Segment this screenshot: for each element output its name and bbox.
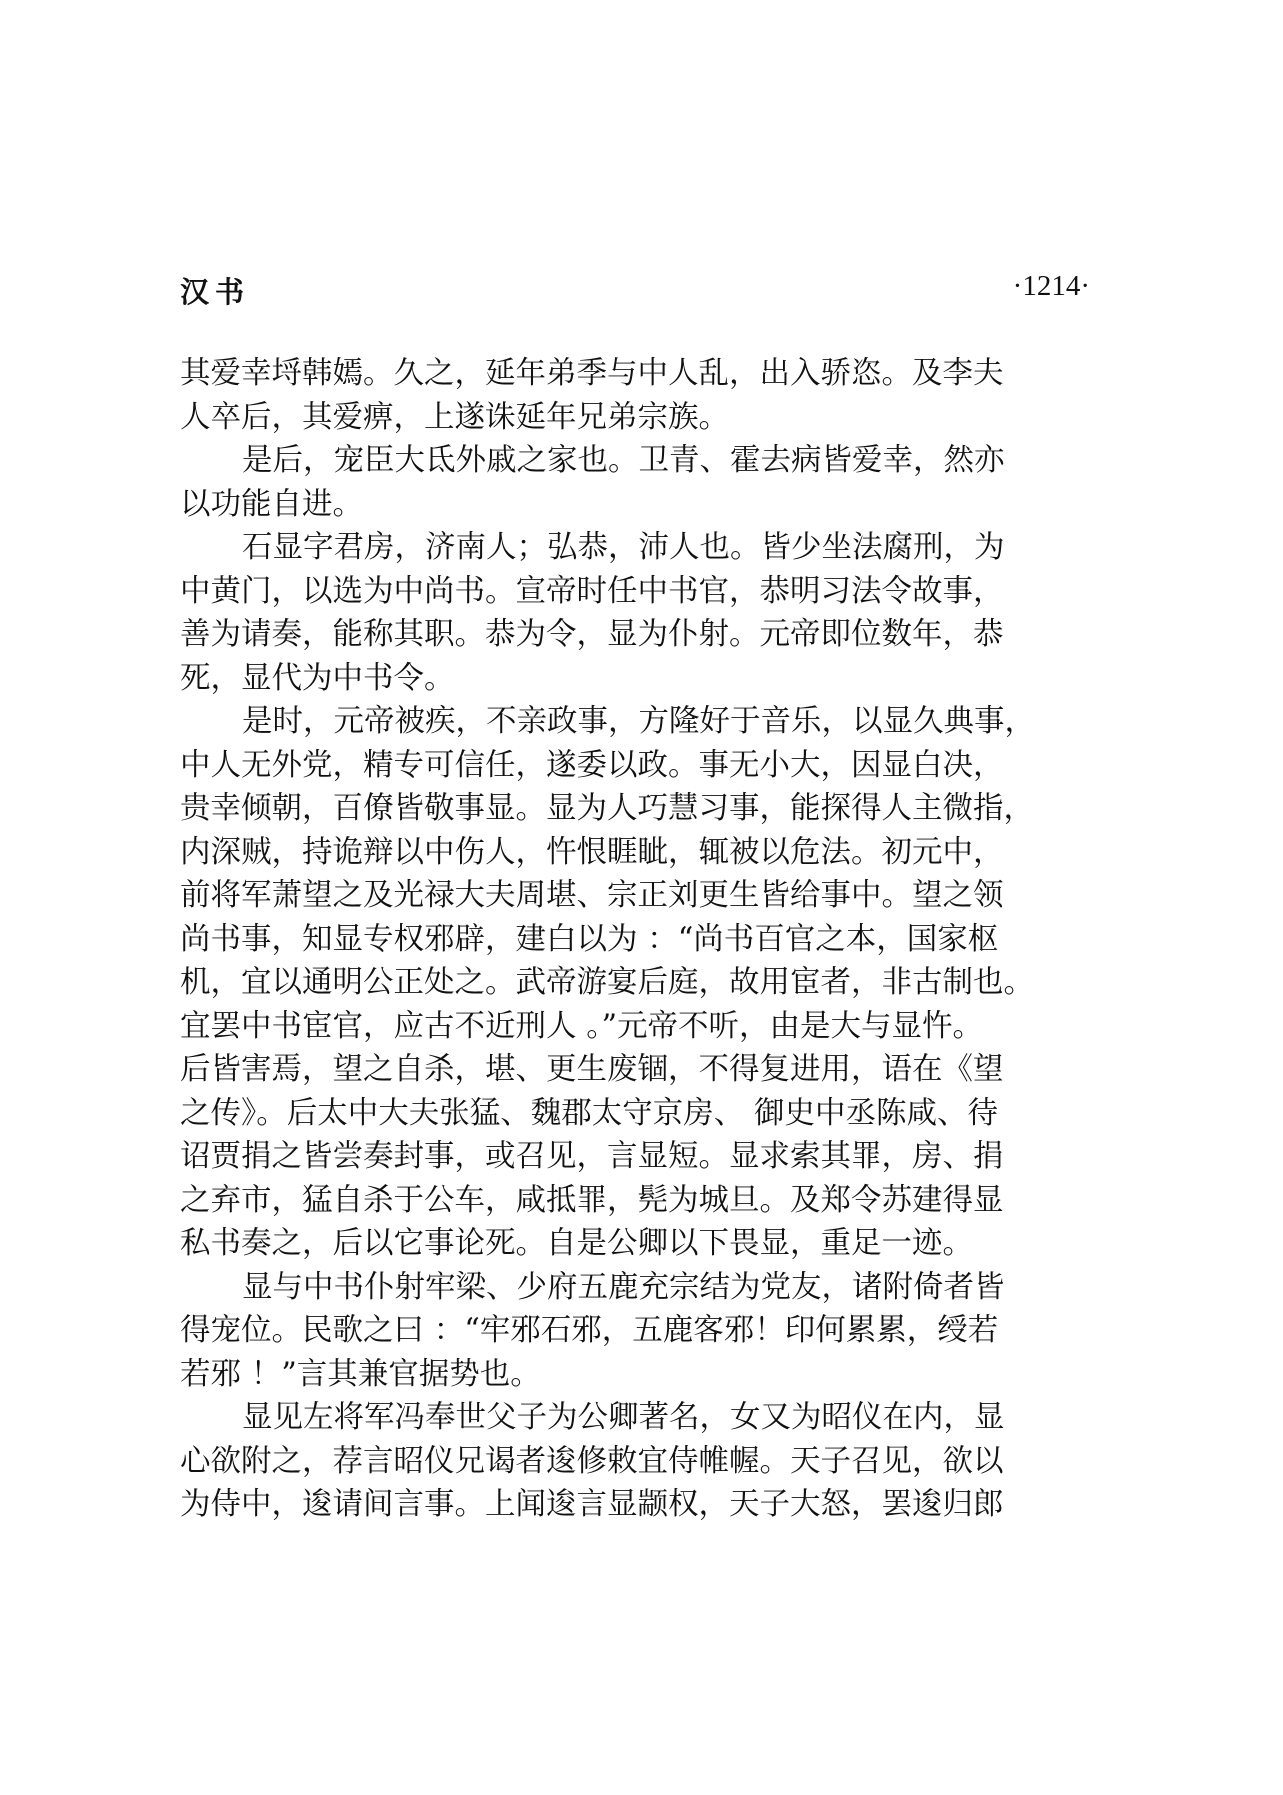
text-line: 尚书事，知显专权邪辟，建白以为 ：“尚书百官之本，国家枢 <box>180 921 999 957</box>
text-line: 是后，宠臣大氐外戚之家也。卫青、霍去病皆爱幸，然亦 <box>242 443 1005 478</box>
text-line: 得宠位。民歌之曰 ：“牢邪石邪，五鹿客邪！印何累累，绶若 <box>180 1313 999 1348</box>
text-line: 机，宜以通明公正处之。武帝游宴后庭，故用宦者，非古制也。 <box>180 965 1034 1000</box>
text-line: 中黄门，以选为中尚书。宣帝时任中书官，恭明习法令故事， <box>180 573 1004 609</box>
text-line: 后皆害焉，望之自杀，堪、更生废锢，不得复进用，语在《望 <box>180 1052 1004 1087</box>
text-line: 之弃市，猛自杀于公车，咸抵罪，髡为城旦。及郑令苏建得显 <box>180 1182 1004 1218</box>
text-line: 是时，元帝被疾，不亲政事，方隆好于音乐，以显久典事， <box>242 704 1035 739</box>
text-line: 以功能自进。 <box>180 486 363 522</box>
text-line: 内深贼，持诡辩以中伤人，忤恨睚眦，辄被以危法。初元中， <box>180 834 1004 870</box>
text-line: 石显字君房，济南人；弘恭，沛人也。皆少坐法腐刑，为 <box>242 530 1005 565</box>
text-line: 显见左将军冯奉世父子为公卿著名，女又为昭仪在内，显 <box>242 1400 1005 1435</box>
text-line: 宜罢中书宦官，应古不近刑人 。”元帝不听，由是大与显忤。 <box>180 1008 984 1044</box>
book-title: 汉书 <box>180 275 251 309</box>
text-line: 私书奏之，后以它事论死。自是公卿以下畏显，重足一迹。 <box>180 1226 973 1261</box>
page-header <box>180 270 1090 310</box>
page-number: ·1214· <box>1012 270 1090 302</box>
text-line: 显与中书仆射牢梁、少府五鹿充宗结为党友，诸附倚者皆 <box>242 1269 1005 1305</box>
text-line: 前将军萧望之及光禄大夫周堪、宗正刘更生皆给事中。望之领 <box>180 878 1004 913</box>
text-line: 善为请奏，能称其职。恭为令，显为仆射。元帝即位数年，恭 <box>180 617 1004 652</box>
text-line: 人卒后，其爱痹，上遂诛延年兄弟宗族。 <box>180 399 729 435</box>
text-line: 中人无外党，精专可信任，遂委以政。事无小大，因显白决， <box>180 747 1004 783</box>
text-line: 若邪 ！”言其兼官据势也。 <box>180 1356 541 1392</box>
text-line: 死，显代为中书令。 <box>180 660 455 696</box>
text-line: 之传》。后太中大夫张猛、魏郡太守京房、 御史中丞陈咸、待 <box>180 1095 998 1131</box>
text-line: 其爱幸埒韩嫣。久之，延年弟季与中人乱，出入骄恣。及李夫 <box>180 356 1004 391</box>
text-line: 为侍中，逡请间言事。上闻逡言显颛权，天子大怒，罢逡归郎 <box>180 1487 1004 1522</box>
text-line: 诏贾捐之皆尝奏封事，或召见，言显短。显求索其罪，房、捐 <box>180 1139 1004 1174</box>
text-line: 贵幸倾朝，百僚皆敬事显。显为人巧慧习事，能探得人主微指， <box>180 791 1034 826</box>
body-text <box>180 352 1080 1527</box>
text-line: 心欲附之，荐言昭仪兄谒者逡修敕宜侍帷幄。天子召见，欲以 <box>180 1443 1004 1479</box>
